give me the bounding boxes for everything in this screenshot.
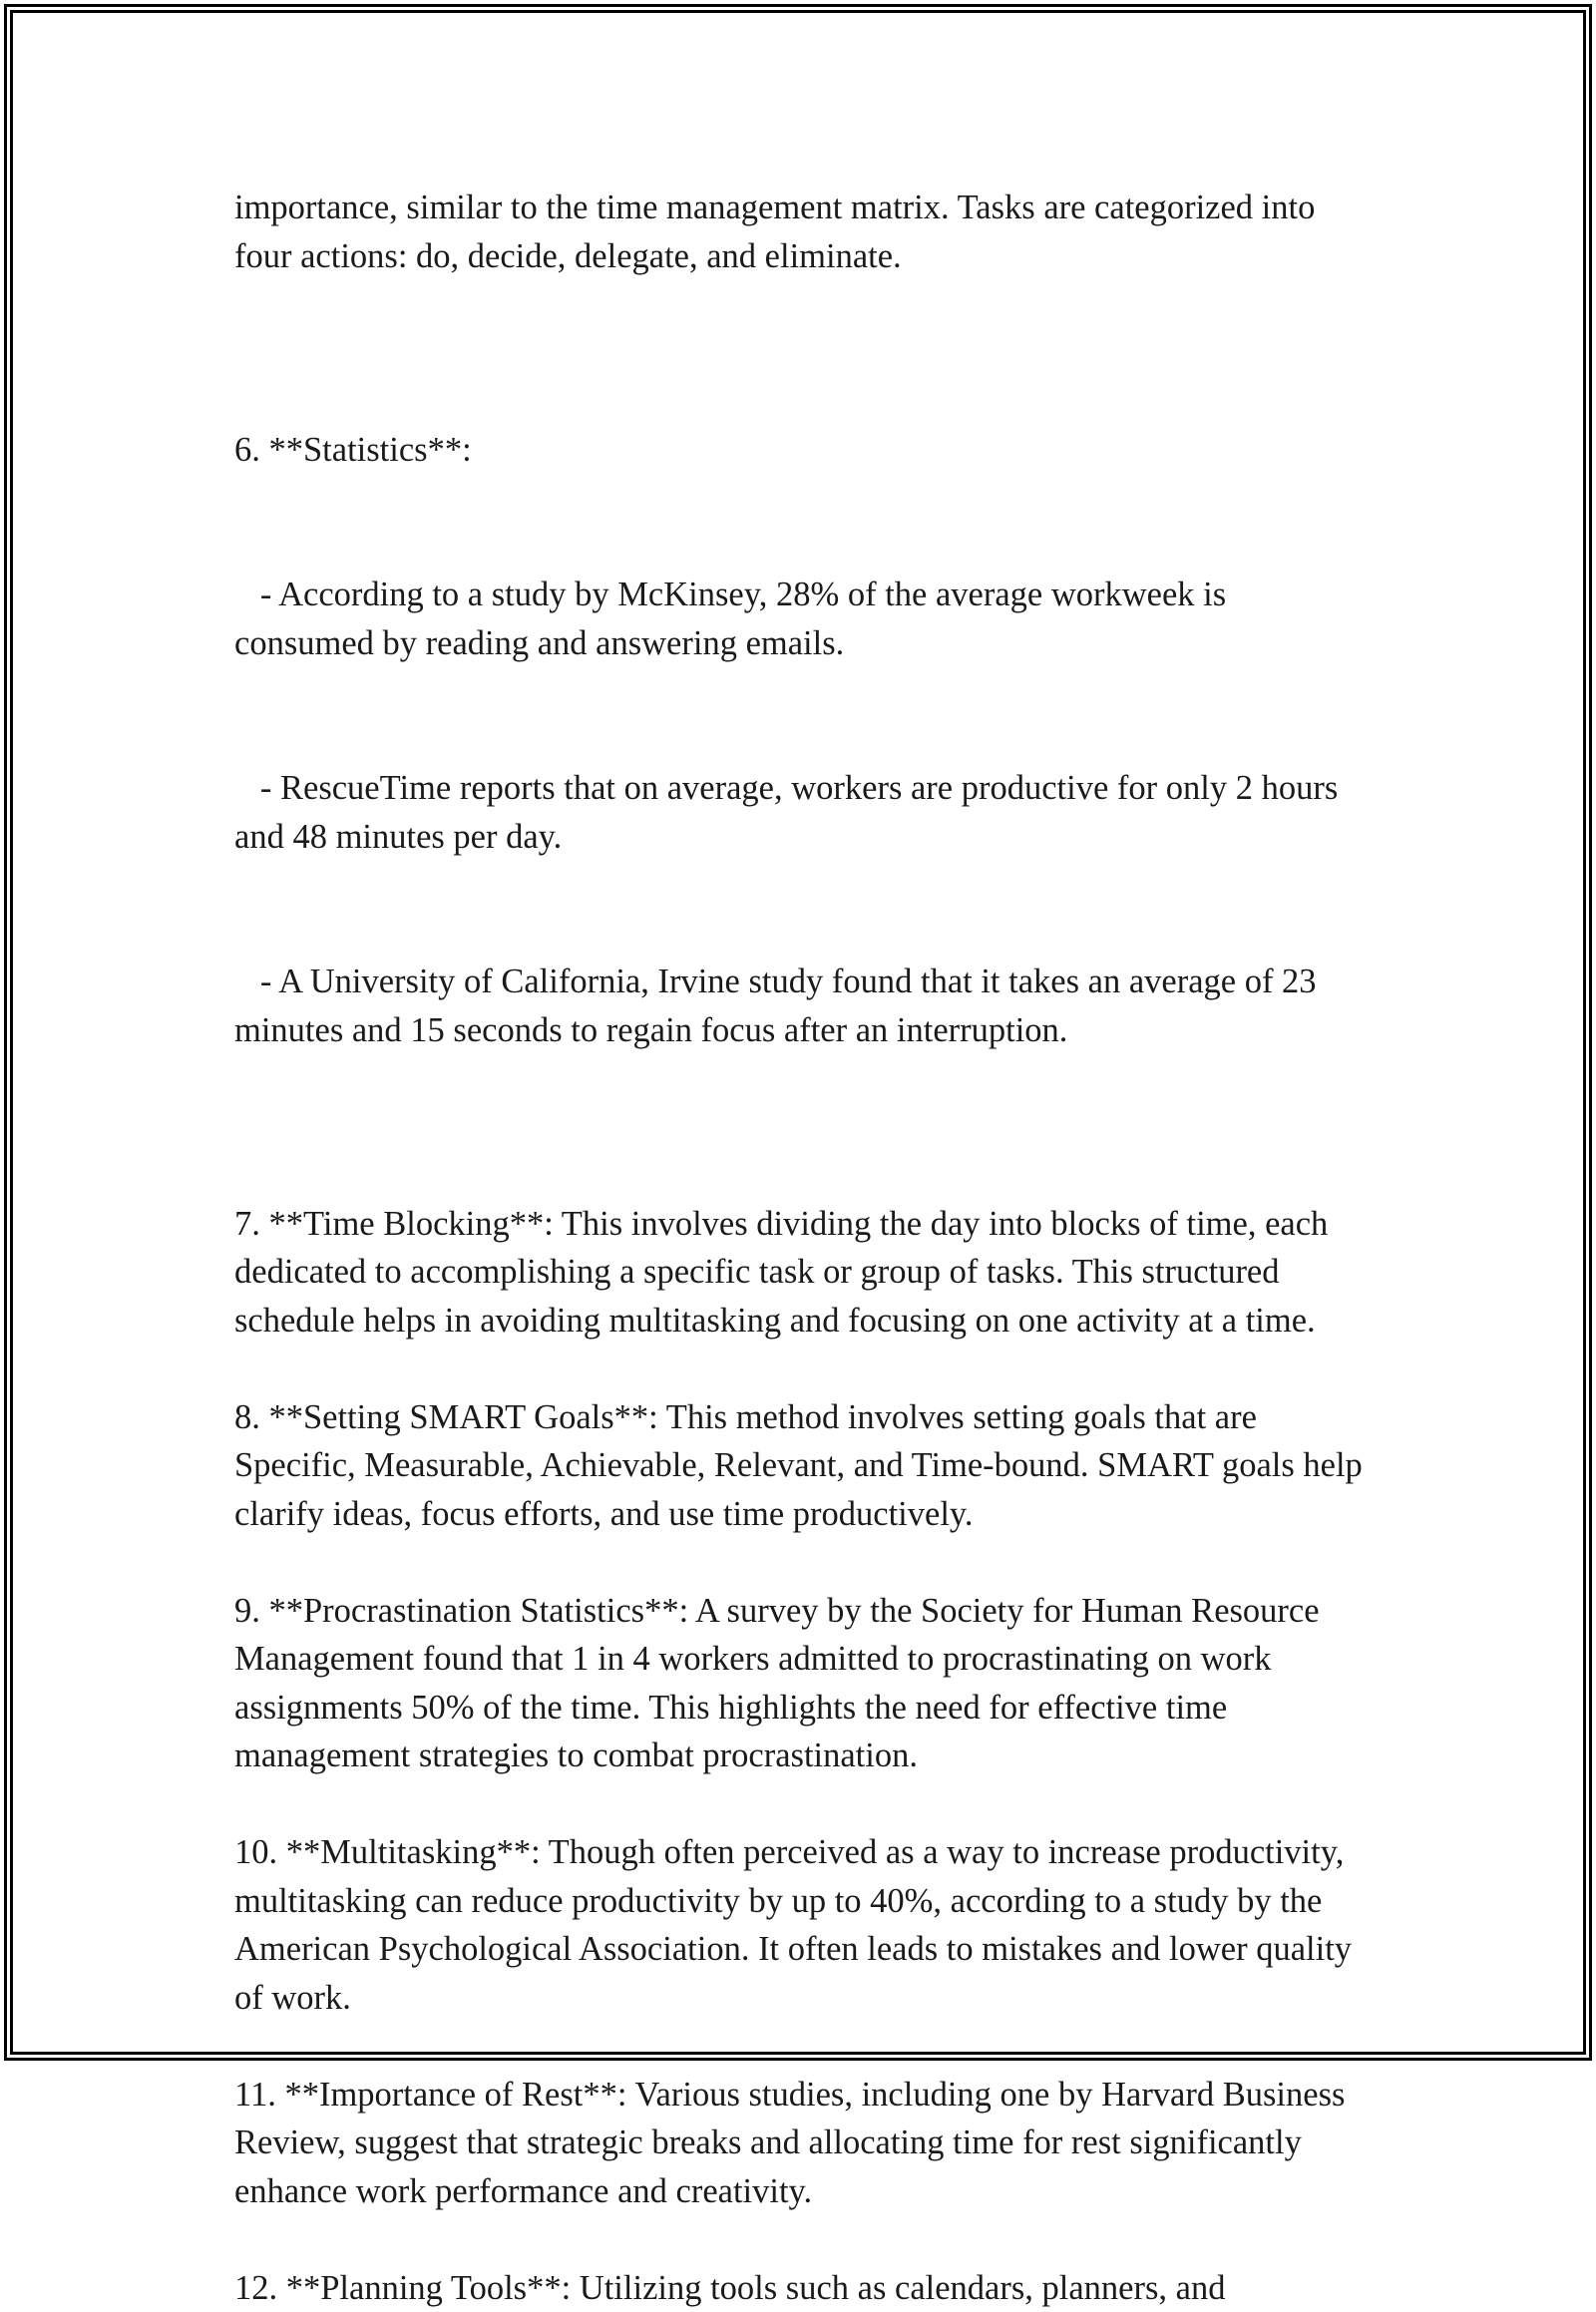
paragraph-smart-goals: 8. **Setting SMART Goals**: This method involves setting goals that are Specific, Measurable, Achievable, Relevant, and Time-bound. SMART goals help clarify ideas, focus efforts, and use time productively. [234,1393,1372,1539]
paragraph-procrastination: 9. **Procrastination Statistics**: A survey by the Society for Human Resource Management found that 1 in 4 workers admitted to procrastinating on work assignments 50% of the time. This highlights the need for effective time management strategies to combat procrastination. [234,1587,1372,1780]
paragraph-planning-tools: 12. **Planning Tools**: Utilizing tools such as calendars, planners, and [234,2264,1372,2312]
section-statistics [234,329,1372,1152]
paragraph-multitasking: 10. **Multitasking**: Though often perceived as a way to increase productivity, multitasking can reduce productivity by up to 40%, according to a study by the American Psychological Association. It often leads to mistakes and lower quality of work. [234,1828,1372,2022]
statistics-bullet-uci: - A University of California, Irvine study found that it takes an average of 23 minutes and 15 seconds to regain focus after an interruption. [234,958,1372,1054]
statistics-bullet-rescuetime: - RescueTime reports that on average, workers are productive for only 2 hours and 48 minutes per day. [234,764,1372,861]
paragraph-rest: 11. **Importance of Rest**: Various studies, including one by Harvard Business Review, suggest that strategic breaks and allocating time for rest significantly enhance work performance and creativity. [234,2071,1372,2216]
statistics-heading: 6. **Statistics**: [234,426,1372,475]
document-body [234,184,1372,2312]
statistics-bullet-mckinsey: - According to a study by McKinsey, 28% of the average workweek is consumed by reading and answering emails. [234,571,1372,667]
paragraph-time-blocking: 7. **Time Blocking**: This involves dividing the day into blocks of time, each dedicated to accomplishing a specific task or group of tasks. This structured schedule helps in avoiding multitasking and focusing on one activity at a time. [234,1200,1372,1346]
paragraph-matrix-continuation: importance, similar to the time management matrix. Tasks are categorized into four actions: do, decide, delegate, and eliminate. [234,184,1372,280]
